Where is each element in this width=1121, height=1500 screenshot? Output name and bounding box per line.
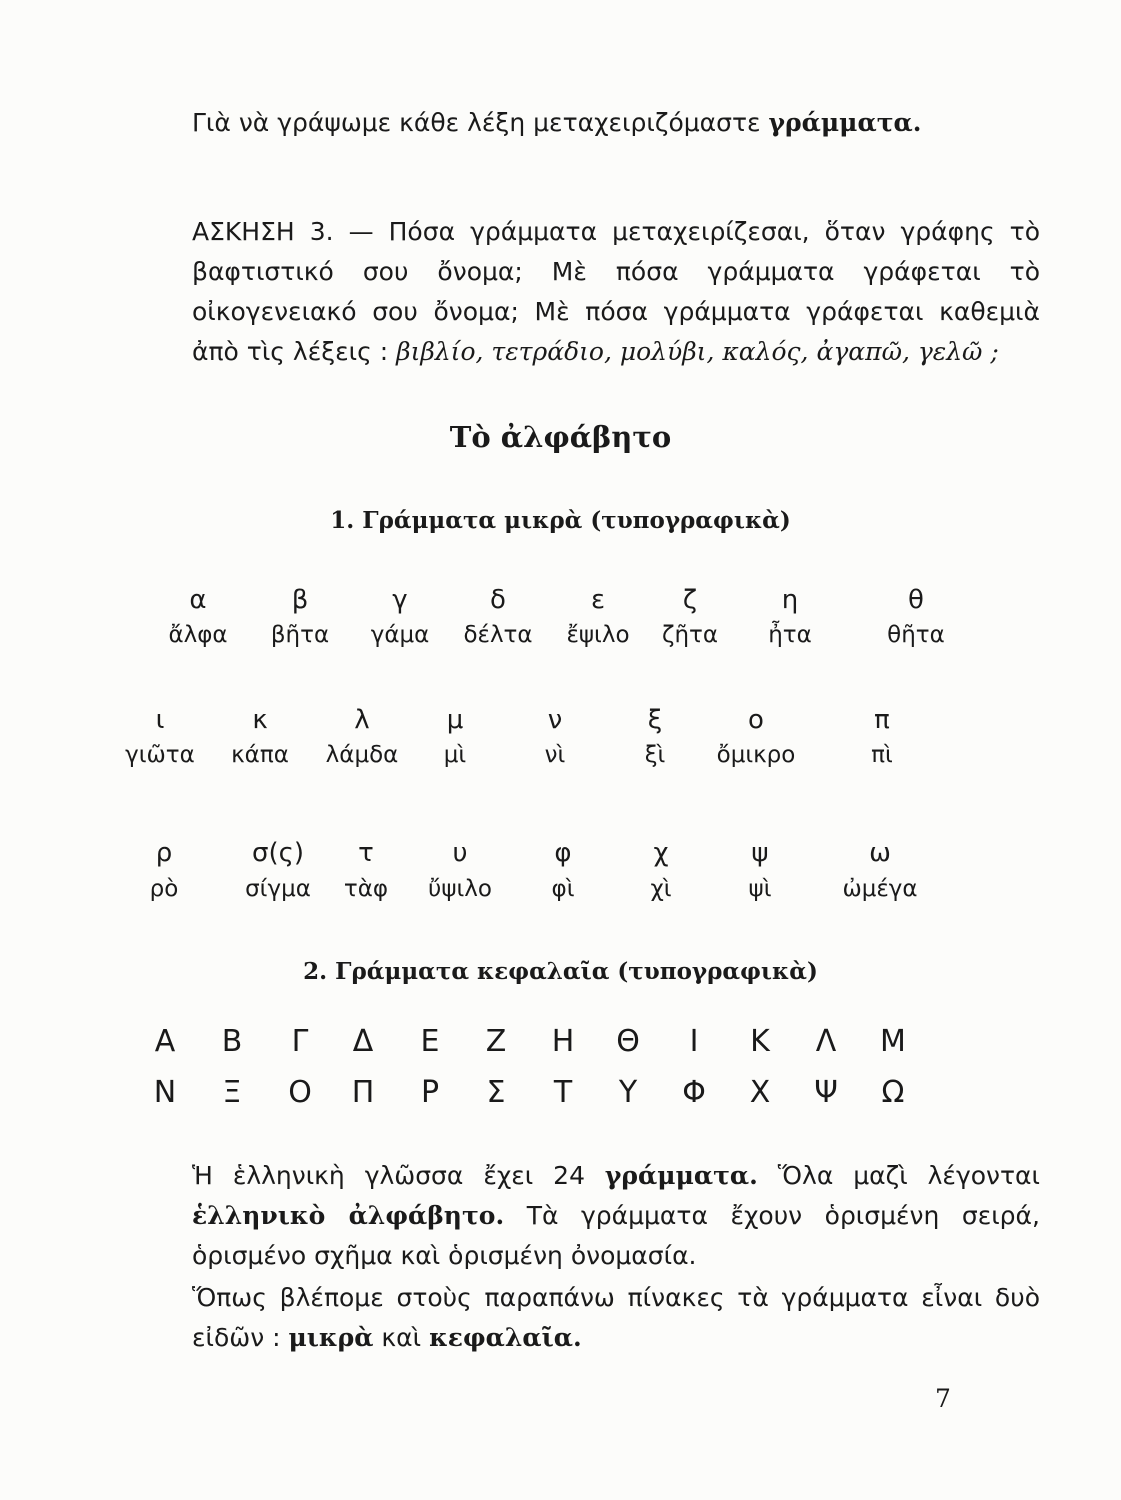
letter-name: ἄλφα	[168, 622, 228, 648]
letter-name: ἔψιλο	[566, 622, 630, 648]
capital-letter: Σ	[486, 1075, 506, 1110]
capital-letter: Θ	[616, 1024, 640, 1059]
section-title: Τὸ ἀλφάβητο	[449, 420, 672, 454]
letter-name: χὶ	[650, 876, 672, 902]
letter: ο	[748, 705, 764, 735]
capital-letter: Π	[351, 1075, 375, 1110]
capital-letter: Β	[221, 1024, 243, 1059]
lowercase-letters-row-1	[0, 580, 1121, 620]
letter: α	[189, 585, 207, 615]
letter-name: ψὶ	[748, 876, 772, 902]
capital-letter: Ρ	[420, 1075, 440, 1110]
alphabet-paragraph	[122, 1156, 1040, 1276]
letter-name: πὶ	[871, 742, 893, 768]
letter-name: ὄμικρο	[716, 742, 796, 768]
capital-letter: Φ	[682, 1075, 706, 1110]
letter-name: ὔψιλο	[428, 876, 492, 902]
capital-letter: Α	[154, 1024, 176, 1059]
capital-letter: Κ	[750, 1024, 770, 1059]
capital-letter: Ν	[153, 1075, 177, 1110]
letter: δ	[490, 585, 506, 615]
intro-paragraph	[122, 103, 1040, 143]
para1-text-2: Ὅλα μαζὶ λέγονται	[757, 1161, 1040, 1190]
letter-name: βῆτα	[270, 622, 330, 648]
capital-letter: Ε	[420, 1024, 440, 1059]
lowercase-heading: 1. Γράμματα μικρὰ (τυπογραφικὰ)	[330, 507, 791, 534]
letter-name: νὶ	[544, 742, 566, 768]
lowercase-names-row-2	[0, 735, 1121, 775]
para1-bold-2: ἑλληνικὸ ἀλφάβητο.	[192, 1201, 505, 1230]
page-number: 7	[935, 1384, 951, 1413]
exercise-words: βιβλίο, τετράδιο, μολύβι, καλός, ἀγαπῶ, γελῶ ;	[396, 337, 999, 366]
letter-name: θῆτα	[887, 622, 945, 648]
letter: κ	[252, 705, 268, 735]
letter: ξ	[647, 705, 663, 735]
letter-name: δέλτα	[463, 622, 533, 648]
letter-name: μὶ	[443, 742, 467, 768]
letter-name: γάμα	[370, 622, 430, 648]
capital-letter: Ω	[881, 1075, 905, 1110]
uppercase-heading: 2. Γράμματα κεφαλαῖα (τυπογραφικὰ)	[303, 958, 818, 985]
types-paragraph	[122, 1278, 1040, 1358]
para2-bold-2: κεφαλαῖα.	[429, 1323, 582, 1352]
capital-letter: Γ	[291, 1024, 309, 1059]
capital-letter: Ψ	[814, 1075, 838, 1110]
exercise-text: — Πόσα γράμματα μεταχειρίζεσαι, ὅταν γράφης τὸ βαφτιστικό σου ὄνομα; Μὲ πόσα γράμματα γράφεται τὸ οἰκογενειακό σου ὄνομα; Μὲ πόσα γράμματα γράφεται καθεμιὰ ἀπὸ τὶς λέξεις :	[192, 217, 1040, 366]
lowercase-letters-row-3	[0, 833, 1121, 873]
intro-bold: γράμματα.	[768, 108, 922, 137]
capital-letter: Ξ	[222, 1075, 242, 1110]
letter-name: ὠμέγα	[842, 876, 918, 902]
letter-name: λάμδα	[325, 742, 399, 768]
letter: λ	[354, 705, 370, 735]
letter: ρ	[155, 838, 173, 868]
letter: ε	[590, 585, 606, 615]
capital-letter: Υ	[618, 1075, 638, 1110]
para1-text-1: Ἡ ἑλληνικὴ γλῶσσα ἔχει 24	[192, 1161, 605, 1190]
lowercase-letters-row-2	[0, 700, 1121, 740]
letter: υ	[452, 838, 468, 868]
uppercase-row-1	[0, 1022, 1121, 1062]
letter: ψ	[751, 838, 769, 868]
letter: σ(ς)	[251, 838, 305, 868]
letter-name: γιῶτα	[125, 742, 195, 768]
capital-letter: Χ	[749, 1075, 771, 1110]
letter: β	[291, 585, 309, 615]
capital-letter: Τ	[553, 1075, 573, 1110]
capital-letter: Η	[551, 1024, 575, 1059]
letter-name: ἦτα	[768, 622, 812, 648]
para1-bold-1: γράμματα.	[604, 1161, 758, 1190]
letter-name: σίγμα	[245, 876, 311, 902]
capital-letter: Λ	[815, 1024, 837, 1059]
letter-name: ρὸ	[149, 876, 179, 902]
letter: ν	[547, 705, 563, 735]
letter-name: φὶ	[551, 876, 575, 902]
letter: μ	[446, 705, 464, 735]
letter: τ	[358, 838, 374, 868]
letter-name: ζῆτα	[661, 622, 719, 648]
letter: θ	[908, 585, 924, 615]
uppercase-row-2	[0, 1073, 1121, 1113]
letter: η	[781, 585, 799, 615]
letter: ζ	[682, 585, 698, 615]
letter: ι	[155, 705, 165, 735]
lowercase-names-row-3	[0, 869, 1121, 909]
letter-name: τὰφ	[343, 876, 389, 902]
letter-name: κάπα	[231, 742, 289, 768]
exercise-paragraph	[122, 212, 1040, 372]
letter: ω	[869, 838, 891, 868]
capital-letter: Ι	[689, 1024, 699, 1059]
para1-text-3: Τὰ γράμματα ἔχουν ὁρισμένη σειρά, ὁρισμένο σχῆμα καὶ ὁρισμένη ὀνομασία.	[192, 1201, 1040, 1270]
letter-name: ξὶ	[644, 742, 666, 768]
para2-text-1: Ὅπως βλέπομε στοὺς παραπάνω πίνακες τὰ γράμματα εἶναι δυὸ εἰδῶν :	[192, 1283, 1040, 1352]
lowercase-names-row-1	[0, 615, 1121, 655]
intro-text: Γιὰ νὰ γράψωμε κάθε λέξη μεταχειριζόμαστε	[192, 108, 769, 137]
exercise-label: ΑΣΚΗΣΗ 3.	[192, 217, 334, 246]
para2-text-2: καὶ	[373, 1323, 430, 1352]
letter: γ	[392, 585, 408, 615]
para2-bold-1: μικρὰ	[288, 1323, 374, 1352]
letter: π	[874, 705, 890, 735]
capital-letter: Δ	[352, 1024, 374, 1059]
capital-letter: Ζ	[485, 1024, 507, 1059]
letter: φ	[554, 838, 572, 868]
capital-letter: Ο	[288, 1075, 312, 1110]
capital-letter: Μ	[880, 1024, 906, 1059]
letter: χ	[653, 838, 669, 868]
